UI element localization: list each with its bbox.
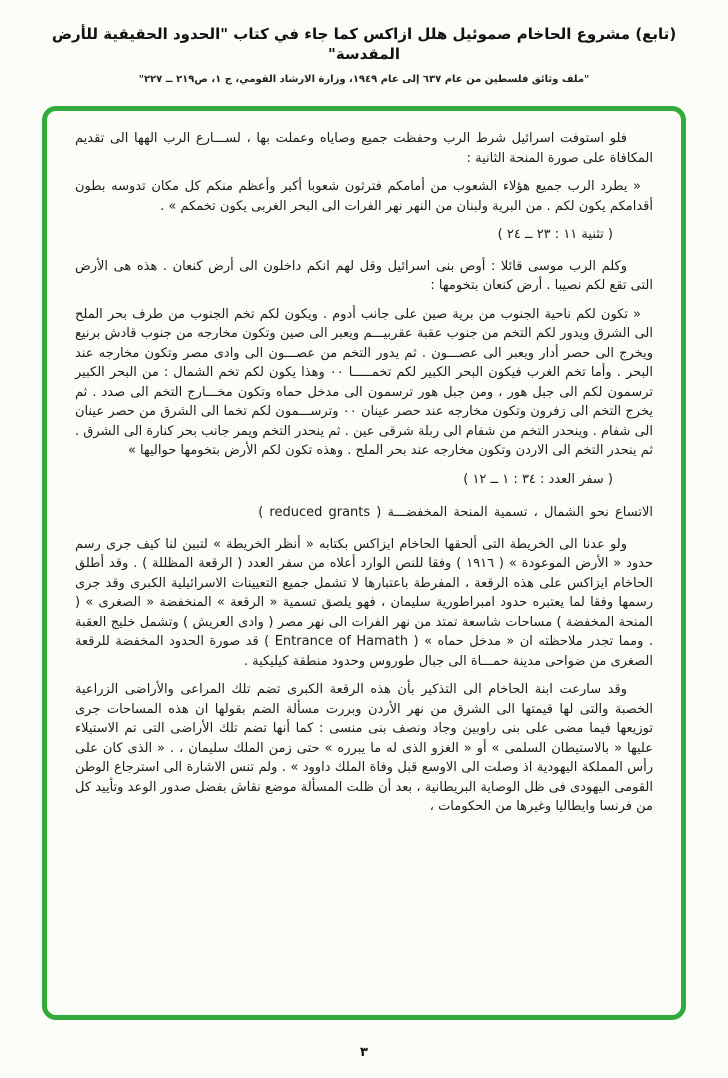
scripture-quote-deuteronomy: « يطرد الرب جميع هؤلاء الشعوب من أمامكم فترثون شعوبا أكبر وأعظم منكم كل مكان تدوسه بطون أقدامكم يكون لكم . من البرية ولبنان من النهر نهر الفرات الى البحر الغربى يكون تخمكم » . (75, 179, 653, 214)
citation-numbers: ( سفر العدد : ٣٤ : ١ ــ ١٢ ) (463, 471, 613, 487)
moses-command-paragraph: وكلم الرب موسى قائلا : أوص بنى اسرائيل وقل لهم انكم داخلون الى أرض كنعان . هذه هى الأرض التى تقع لكم نصيبا . أرض كنعان بتخومها : (75, 258, 653, 293)
intro-paragraph: فلو استوفت اسرائيل شرط الرب وحفظت جميع وصاياه وعملت بها ، لســـارع الرب الهها الى تقديم المكافاة على صورة المنحة الثانية : (75, 131, 653, 166)
section-heading-reduced-grants: الاتساع نحو الشمال ، تسمية المنحة المخفضـــة ( reduced grants ) (258, 505, 653, 520)
map-discussion-paragraph: ولو عدنا الى الخريطة التى ألحقها الحاخام ايزاكس بكتابه « أنظر الخريطة » لتبين لنا كيف جرى رسم حدود « الأرض الموعودة » ( ١٩١٦ ) وفقا للنص الوارد أعلاه من سفر العدد ( الرقعة المظللة ) . وقد أطلق الحاخام ايزاكس على هذه الرقعة ، المفرطة باعتبارها لا تشمل جميع التعيينات الاسرائيلية الكبرى وقد جرى رسمها وفقا لما يعتبره حدود امبراطورية سليمان ، فهو يلصق تسمية « الرقعة » المنخفضة « الصغرى » ( المنحة المخفضة ) مساحات شاسعة تمتد من نهر الفرات الى نهر مصر ( وادى العريش ) وتشمل خليج العقبة . ومما تجدر ملاحظته ان « مدخل حماه » ( Entrance of Hamath ) قد صورة الحدود المخفضة للرقعة الصغرى من ضواحى مدينة حمـــاة الى جبال طوروس وحدود منطقة كيليكية . (75, 536, 653, 669)
document-header (0, 0, 728, 85)
citation-deuteronomy: ( تثنية ١١ : ٢٣ ــ ٢٤ ) (497, 227, 613, 242)
scripture-quote-numbers: « تكون لكم ناحية الجنوب من برية صين على جانب أدوم . ويكون لكم تخم الجنوب من طرف بحر الملح الى الشرق ويدور لكم التخم من جنوب عقبة عقربيـــم ويعبر الى صين وتكون مخارجه من جنوب قادش برنيع ويخرج الى حصر أدار ويعبر الى عصـــون . ثم يدور التخم من عصـــون الى وادى مصر وتكون مخارجه عند البحر . وأما تخم الغرب فيكون البحر الكبير لكم تخمـــــا ٠٠ وهذا يكون لكم تخم الشمال : من البحر الكبير ترسمون لكم الى جبل هور ، ومن جبل هور ترسمون الى مدخل حماه وتكون مخـــارج التخم الى صدد . ثم يخرج التخم الى زفرون وتكون مخارجه عند حصر عينان ٠٠ وترســـمون لكم تخما الى الشرق من حصر عينان الى شفام . وينحدر التخم من شفام الى ربلة شرقى عين . ثم ينحدر التخم ويمر جانب بحر كنارة الى الشرق . ثم ينحدر التخم الى الاردن وتكون مخارجه عند بحر الملح . وهذه تكون لكم الأرض بتخومها حواليها » (75, 306, 653, 458)
document-subtitle: "ملف وثائق فلسطين من عام ٦٣٧ إلى عام ١٩٤٩، وزارة الارشاد القومي، ج ١، ص٢١٩ ــ ٢٢٧" (138, 73, 590, 85)
content-border-box (42, 106, 686, 1020)
closing-paragraph: وقد سارعت ابنة الحاخام الى التذكير بأن هذه الرقعة الكبرى تضم تلك المراعى والأراضى الزراعية الخصبة والتى لها قيمتها الى الشرق من نهر الأردن وبررت مسألة الضم بقولها ان هذه المساحات جرى توزيعها فيما مضى على بنى راوبين وجاد ونصف بنى منسى : كما أنها تضم تلك الأراضى التى تم الاستيلاء عليها « بالاستيطان السلمى » أو « الغزو الذى له ما يبرره » حتى زمن الملك سليمان ، . « الذى كان على رأس المملكة اليهودية اذ وصلت الى الاوسع قبل وفاة الملك داوود » . ولم تنس الاشارة الى استرجاع الوطن القومى اليهودى فى ظل الوصاية البريطانية ، بعد أن ظلت المسألة موضع نقاش بفضل صدور الوعد وتأييد كل من فرنسا وايطاليا وغيرها من الحكومات ، (75, 682, 653, 814)
page-number: ٣ (360, 1045, 368, 1060)
document-title: (تابع) مشروع الحاخام صموئيل هلل ازاكس كما جاء في كتاب "الحدود الحقيقية للأرض المقدسة" (51, 25, 677, 64)
